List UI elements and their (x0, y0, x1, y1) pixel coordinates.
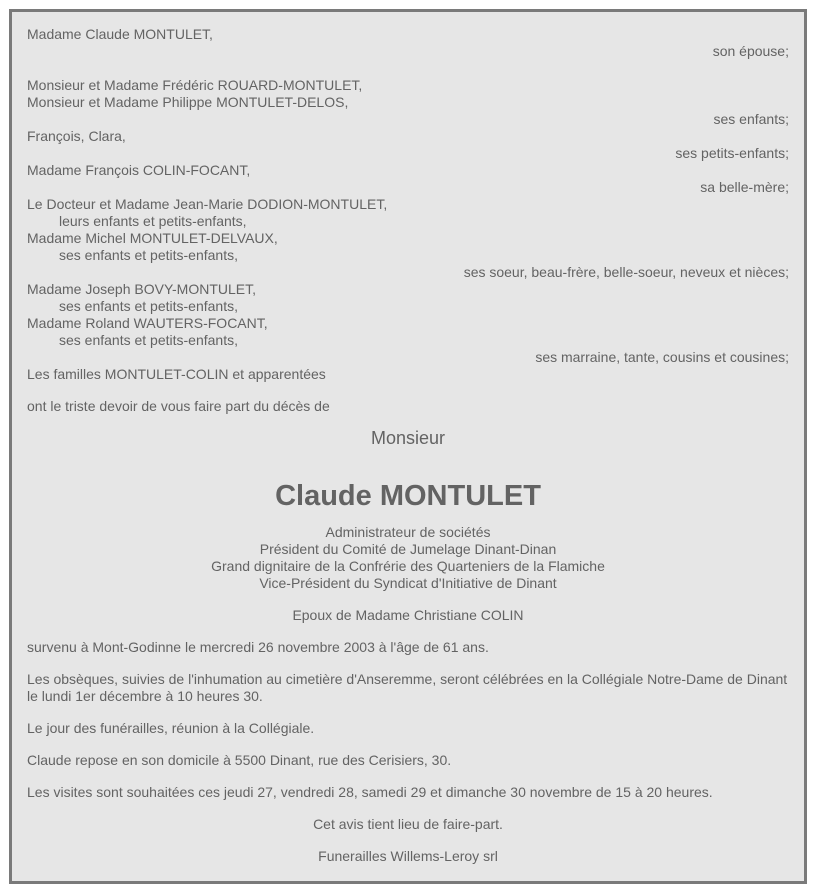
relation-label: ses marraine, tante, cousins et cousines; (535, 349, 789, 365)
family-subline: ses enfants et petits-enfants, (59, 332, 238, 348)
family-line: Monsieur et Madame Philippe MONTULET-DELOS, (27, 94, 349, 110)
family-line: Monsieur et Madame Frédéric ROUARD-MONTULET, (27, 77, 363, 93)
funeral-home: Funerailles Willems-Leroy srl (318, 848, 498, 864)
visit-details: Les visites sont souhaitées ces jeudi 27, vendredi 28, samedi 29 et dimanche 30 novembre de 15 à 20 heures. (27, 784, 713, 800)
notice-content (27, 26, 789, 865)
notice-statement: Cet avis tient lieu de faire-part. (313, 816, 503, 832)
deceased-name: Claude MONTULET (275, 480, 541, 512)
family-line: Madame Roland WAUTERS-FOCANT, (27, 315, 268, 331)
obituary-notice (9, 9, 807, 884)
family-line: Le Docteur et Madame Jean-Marie DODION-MONTULET, (27, 196, 388, 212)
family-subline: ses enfants et petits-enfants, (59, 247, 238, 263)
family-subline: leurs enfants et petits-enfants, (59, 213, 247, 229)
relation-label: ses petits-enfants; (675, 145, 789, 161)
deceased-title: Monsieur (370, 428, 446, 448)
family-line: Madame Claude MONTULET, (27, 26, 213, 42)
deceased-role: Administrateur de sociétés (325, 524, 491, 540)
family-line: Les familles MONTULET-COLIN et apparentées (27, 366, 326, 382)
family-subline: ses enfants et petits-enfants, (59, 298, 238, 314)
relation-label: sa belle-mère; (700, 179, 789, 195)
intro-text: ont le triste devoir de vous faire part du décès de (27, 398, 330, 414)
deceased-role: Président du Comité de Jumelage Dinant-Dinan (259, 541, 557, 557)
rest-details: Claude repose en son domicile à 5500 Dinant, rue des Cerisiers, 30. (27, 752, 452, 768)
meeting-details: Le jour des funérailles, réunion à la Collégiale. (27, 720, 315, 736)
family-line: François, Clara, (27, 128, 126, 144)
death-details: survenu à Mont-Godinne le mercredi 26 novembre 2003 à l'âge de 61 ans. (27, 639, 489, 655)
relation-label: ses enfants; (713, 111, 789, 127)
relation-label: ses soeur, beau-frère, belle-soeur, neveux et nièces; (463, 264, 789, 280)
family-line: Madame Michel MONTULET-DELVAUX, (27, 230, 278, 246)
deceased-role: Grand dignitaire de la Confrérie des Quarteniers de la Flamiche (211, 558, 605, 574)
funeral-details: Les obsèques, suivies de l'inhumation au cimetière d'Anseremme, seront célébrées en la Collégiale Notre-Dame de Dinant le lundi 1er décembre à 10 heures 30. (27, 671, 788, 704)
spouse-line: Epoux de Madame Christiane COLIN (292, 607, 524, 623)
family-line: Madame François COLIN-FOCANT, (27, 162, 251, 178)
relation-label: son épouse; (712, 43, 789, 59)
deceased-role: Vice-Président du Syndicat d'Initiative de Dinant (259, 575, 557, 591)
family-line: Madame Joseph BOVY-MONTULET, (27, 281, 257, 297)
